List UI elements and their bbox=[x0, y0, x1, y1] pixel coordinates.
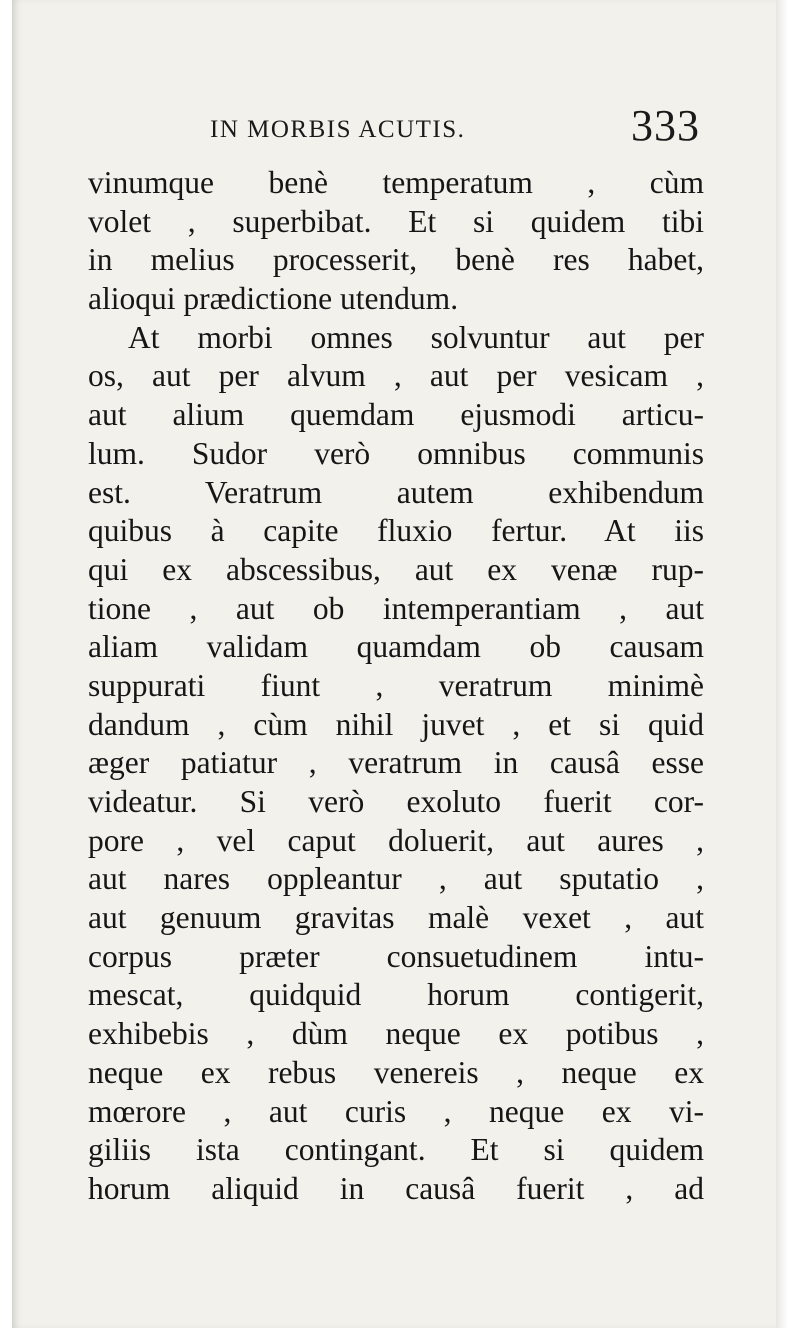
text-line: quibus à capite fluxio fertur. At iis bbox=[88, 513, 704, 549]
text-line: os, aut per alvum , aut per vesicam , bbox=[88, 358, 704, 394]
text-line: alioqui prædictione utendum. bbox=[88, 281, 459, 317]
text-line: horum aliquid in causâ fuerit , ad bbox=[88, 1170, 704, 1206]
page-left-margin bbox=[0, 0, 12, 1328]
text-line: pore , vel caput doluerit, aut aures , bbox=[88, 822, 704, 858]
text-line: lum. Sudor verò omnibus communis bbox=[88, 435, 704, 471]
text-line: in melius processerit, benè res habet, bbox=[88, 242, 704, 278]
text-line: suppurati fiunt , veratrum minimè bbox=[88, 667, 704, 703]
text-line: aut alium quemdam ejusmodi articu- bbox=[88, 397, 704, 433]
page-right-edge bbox=[776, 0, 788, 1328]
text-line: At morbi omnes solvuntur aut per bbox=[128, 319, 704, 355]
text-line: mœrore , aut curis , neque ex vi- bbox=[88, 1093, 704, 1129]
text-line: neque ex rebus venereis , neque ex bbox=[88, 1054, 704, 1090]
text-line: est. Veratrum autem exhibendum bbox=[88, 474, 704, 510]
text-line: aut nares oppleantur , aut sputatio , bbox=[88, 861, 704, 897]
paragraph-1 bbox=[88, 164, 704, 319]
text-line: volet , superbibat. Et si quidem tibi bbox=[88, 203, 704, 239]
text-line: dandum , cùm nihil juvet , et si quid bbox=[88, 706, 704, 742]
running-title: IN MORBIS ACUTIS. bbox=[210, 116, 466, 143]
text-line: æger patiatur , veratrum in causâ esse bbox=[88, 745, 704, 781]
text-line: tione , aut ob intemperantiam , aut bbox=[88, 590, 704, 626]
text-line: aut genuum gravitas malè vexet , aut bbox=[88, 900, 704, 936]
page-header bbox=[210, 100, 700, 156]
body-text bbox=[88, 164, 704, 1209]
text-line: exhibebis , dùm neque ex potibus , bbox=[88, 1016, 704, 1052]
page-number: 333 bbox=[631, 101, 700, 150]
text-line: vinumque benè temperatum , cùm bbox=[88, 165, 704, 200]
paragraph-2 bbox=[88, 319, 704, 1209]
text-line: aliam validam quamdam ob causam bbox=[88, 629, 704, 665]
text-line: giliis ista contingant. Et si quidem bbox=[88, 1132, 704, 1168]
text-line: corpus præter consuetudinem intu- bbox=[88, 938, 704, 974]
text-line: qui ex abscessibus, aut ex venæ rup- bbox=[88, 551, 704, 587]
text-line: videatur. Si verò exoluto fuerit cor- bbox=[88, 784, 704, 819]
text-line: mescat, quidquid horum contigerit, bbox=[88, 977, 704, 1013]
